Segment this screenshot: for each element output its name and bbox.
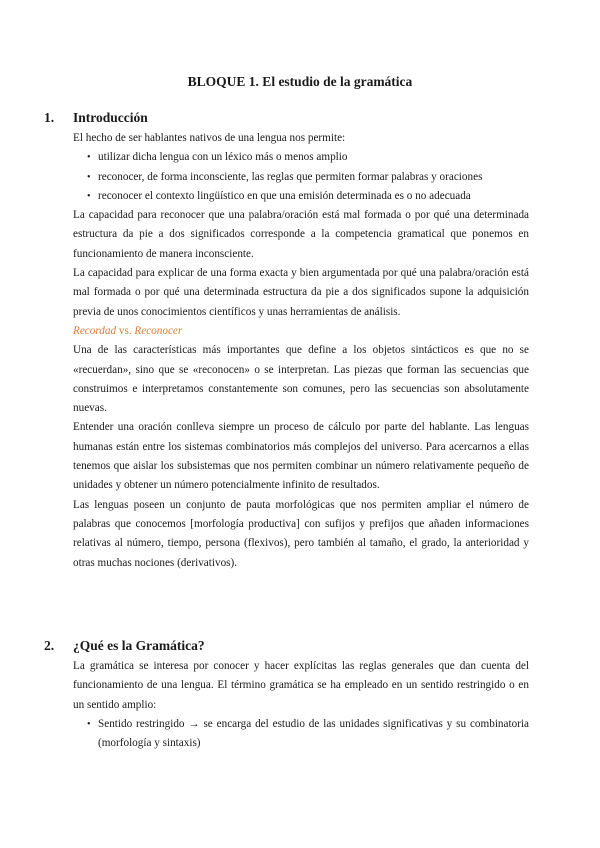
paragraph: La gramática se interesa por conocer y hacer explícitas las reglas generales que dan cuenta del funcionamiento de una lengua. El término gramática se ha empleado en un sentido restringido o en un sentido amplio: [73, 660, 529, 711]
list-item: • Sentido restringido → se encarga del estudio de las unidades significativas y su combinatoria (morfología y sintaxis) [73, 715, 529, 754]
paragraph: Una de las características más importantes que define a los objetos sintácticos es que no se «recuerdan», sino que se «reconocen» o se interpretan. Las piezas que forman las secuencias que construimos e interpretamos constantemente son comunes, pero las secuencias son absolutamente nuevas. [73, 344, 529, 415]
section-1-intro: El hecho de ser hablantes nativos de una lengua nos permite: [73, 132, 346, 144]
section-1-title: Introducción [73, 110, 148, 125]
section-2-title: ¿Qué es la Gramática? [73, 638, 205, 653]
subheading-vs: vs. [118, 324, 132, 337]
section-1-body [73, 129, 529, 573]
subheading-recordad-vs-reconocer [73, 322, 529, 341]
paragraph: Entender una oración conlleva siempre un proceso de cálculo por parte del hablante. Las lenguas humanas están entre los sistemas combinatorios más complejos del universo. Para acercarnos a ellas tenemos que aislar los subsistemas que nos permiten combinar un número relativamente pequeño de unidades y obtener un número potencialmente infinito de resultados. [73, 421, 529, 492]
paragraph: La capacidad para reconocer que una palabra/oración está mal formada o por qué una determinada estructura da pie a dos significados corresponde a la competencia gramatical que ponemos en funcionamiento de manera inconsciente. [73, 209, 529, 260]
section-1-number: 1. [44, 110, 55, 125]
subheading-part-a: Recordad [73, 324, 117, 337]
list-item: • reconocer, de forma inconsciente, las reglas que permiten formar palabras y oraciones [73, 168, 529, 187]
subheading-part-b: Reconocer [134, 324, 183, 337]
section-2-heading [44, 638, 205, 654]
section-2-bullet-list [73, 715, 529, 754]
list-item: • reconocer el contexto lingüístico en que una emisión determinada es o no adecuada [73, 187, 529, 206]
list-item: • utilizar dicha lengua con un léxico más o menos amplio [73, 148, 529, 167]
section-1-bullet-list [73, 148, 529, 206]
section-2-body [73, 657, 529, 753]
paragraph: Las lenguas poseen un conjunto de pauta morfológicas que nos permiten ampliar el número de palabras que conocemos [morfología productiva] con sufijos y prefijos que añaden informaciones relativas al número, tiempo, persona (flexivos), pero también al tamaño, el grado, la anterioridad y otras muchas nociones (derivativos). [73, 498, 529, 569]
paragraph: La capacidad para explicar de una forma exacta y bien argumentada por qué una palabra/oración está mal formada o por qué una determinada estructura da pie a dos significados supone la adquisición previa de unos conocimientos científicos y unas herramientas de análisis. [73, 267, 529, 318]
document-title: BLOQUE 1. El estudio de la gramática [187, 74, 413, 89]
section-1-heading [44, 110, 148, 126]
section-2-number: 2. [44, 638, 55, 653]
